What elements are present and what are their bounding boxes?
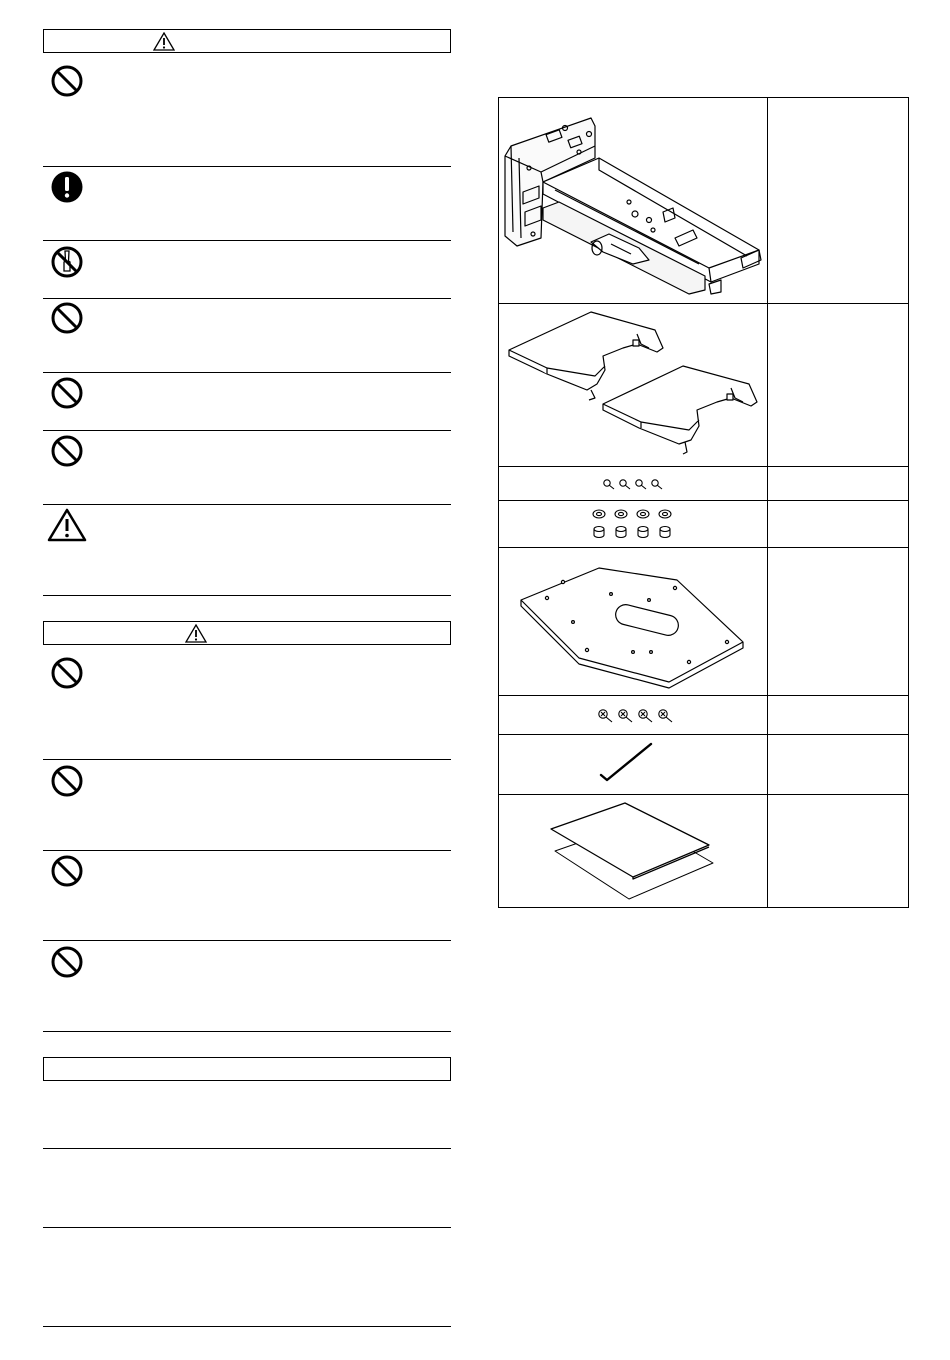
prohibition-icon xyxy=(50,656,84,690)
quantity-cell xyxy=(768,548,908,695)
quantity-cell xyxy=(768,304,908,466)
prohibition-icon xyxy=(50,301,84,335)
table-row xyxy=(499,696,767,734)
divider xyxy=(43,430,451,431)
divider xyxy=(43,240,451,241)
divider xyxy=(43,1148,451,1149)
divider xyxy=(43,850,451,851)
caution-triangle-icon xyxy=(47,507,87,543)
divider xyxy=(43,759,451,760)
warning-triangle-icon xyxy=(153,32,175,51)
parts-table xyxy=(498,97,909,908)
hex-wrench-illustration xyxy=(499,735,767,794)
screws-illustration xyxy=(499,696,767,734)
divider xyxy=(43,1227,451,1228)
caution-header xyxy=(43,621,451,645)
table-row xyxy=(499,735,767,794)
do-not-disassemble-icon xyxy=(50,245,84,279)
quantity-cell xyxy=(768,735,908,794)
prohibition-icon xyxy=(50,64,84,98)
cover-pair-illustration xyxy=(499,304,767,466)
prohibition-icon xyxy=(50,434,84,468)
mounting-plate-illustration xyxy=(499,548,767,695)
divider xyxy=(43,1326,451,1327)
divider xyxy=(43,940,451,941)
quantity-cell xyxy=(768,501,908,547)
washers-spacers-illustration xyxy=(499,501,767,547)
table-row xyxy=(499,304,767,466)
table-row xyxy=(499,467,767,500)
divider xyxy=(43,298,451,299)
divider xyxy=(43,372,451,373)
table-row xyxy=(499,98,767,303)
wall-mount-bracket-illustration xyxy=(499,98,767,303)
table-row xyxy=(499,501,767,547)
prohibition-icon xyxy=(50,854,84,888)
small-screws-illustration xyxy=(499,467,767,500)
prohibition-icon xyxy=(50,945,84,979)
divider xyxy=(43,1031,451,1032)
quantity-cell xyxy=(768,795,908,907)
warning-triangle-icon xyxy=(185,624,207,643)
warning-header xyxy=(43,29,451,53)
prohibition-icon xyxy=(50,376,84,410)
mandatory-action-icon xyxy=(50,170,84,204)
prohibition-icon xyxy=(50,764,84,798)
divider xyxy=(43,166,451,167)
table-row xyxy=(499,548,767,695)
divider xyxy=(43,595,451,596)
quantity-cell xyxy=(768,467,908,500)
documents-illustration xyxy=(499,795,767,907)
table-row xyxy=(499,795,767,907)
quantity-cell xyxy=(768,696,908,734)
quantity-cell xyxy=(768,98,908,303)
divider xyxy=(43,504,451,505)
notes-header xyxy=(43,1057,451,1081)
